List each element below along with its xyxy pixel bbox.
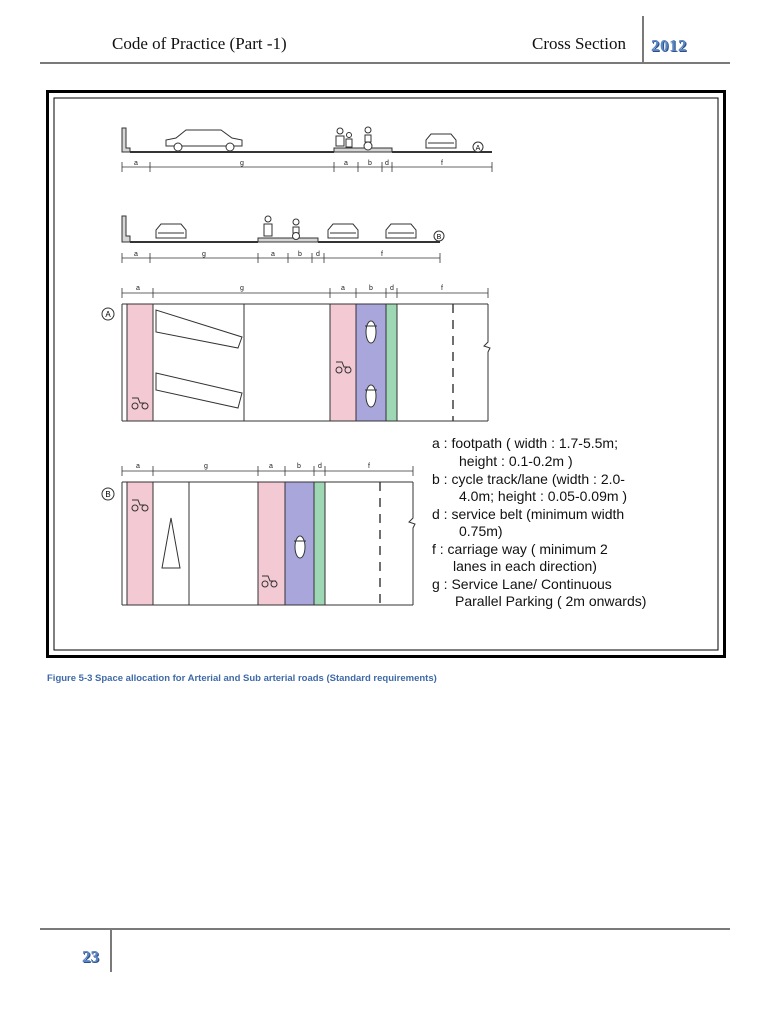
page-number: 23 xyxy=(82,947,99,966)
dim-label: g xyxy=(202,251,206,258)
car-front-icon xyxy=(328,224,358,238)
cyclist-icon xyxy=(364,127,372,150)
footpath-band xyxy=(330,304,356,421)
legend-line: height : 0.1-0.2m ) xyxy=(459,453,573,469)
dim-label: d xyxy=(316,251,320,258)
car-front-icon xyxy=(426,134,456,148)
legend-line: f : carriage way ( minimum 2 xyxy=(432,541,608,557)
header-divider xyxy=(642,16,644,64)
dim-label: d xyxy=(390,285,394,292)
document-title: Code of Practice (Part -1) xyxy=(112,34,287,53)
dim-label: a xyxy=(271,251,275,258)
legend-line: d : service belt (minimum width xyxy=(432,506,625,522)
road-space-allocation-figure xyxy=(46,90,726,658)
legend-line: g : Service Lane/ Continuous xyxy=(432,576,612,592)
footpath-band xyxy=(258,482,285,605)
section-b-marker: B xyxy=(436,234,442,241)
dim-label: f xyxy=(368,463,370,470)
dim-label: f xyxy=(381,251,383,258)
dim-label: a xyxy=(134,160,138,167)
section-a-marker: A xyxy=(475,145,481,152)
dim-label: a xyxy=(344,160,348,167)
footer-divider xyxy=(110,930,112,972)
dim-label: g xyxy=(204,463,208,470)
pedestrian-icon xyxy=(264,216,272,236)
footer-rule xyxy=(40,928,730,930)
dim-label: b xyxy=(298,251,302,258)
dim-label: f xyxy=(441,160,443,167)
section-title: Cross Section xyxy=(532,34,626,53)
dim-label: d xyxy=(318,463,322,470)
service-belt-band xyxy=(386,304,397,421)
dim-label: b xyxy=(369,285,373,292)
dim-label: g xyxy=(240,160,244,167)
dim-label: a xyxy=(136,285,140,292)
dim-label: a xyxy=(269,463,273,470)
car-front-icon xyxy=(386,224,416,238)
plan-b-marker: B xyxy=(105,490,111,499)
legend-line: a : footpath ( width : 1.7-5.5m; xyxy=(432,435,618,451)
car-front-icon xyxy=(156,224,186,238)
plan-a-marker: A xyxy=(105,310,111,319)
legend-line: lanes in each direction) xyxy=(453,558,597,574)
legend-line: b : cycle track/lane (width : 2.0- xyxy=(432,471,625,487)
dim-label: a xyxy=(341,285,345,292)
legend-line: 0.75m) xyxy=(459,523,503,539)
legend-line: 4.0m; height : 0.05-0.09m ) xyxy=(459,488,628,504)
dim-label: f xyxy=(441,285,443,292)
dim-label: a xyxy=(136,463,140,470)
cyclist-icon xyxy=(293,219,300,240)
service-belt-band xyxy=(314,482,325,605)
legend-line: Parallel Parking ( 2m onwards) xyxy=(455,593,647,609)
dim-label: b xyxy=(297,463,301,470)
dim-label: b xyxy=(368,160,372,167)
dim-label: a xyxy=(134,251,138,258)
dim-label: g xyxy=(240,285,244,292)
dim-label: d xyxy=(385,160,389,167)
figure-caption: Figure 5-3 Space allocation for Arterial and Sub arterial roads (Standard requirements) xyxy=(47,673,437,684)
document-year: 2012 xyxy=(651,36,687,55)
footpath-band xyxy=(127,482,153,605)
header-rule xyxy=(40,62,730,64)
